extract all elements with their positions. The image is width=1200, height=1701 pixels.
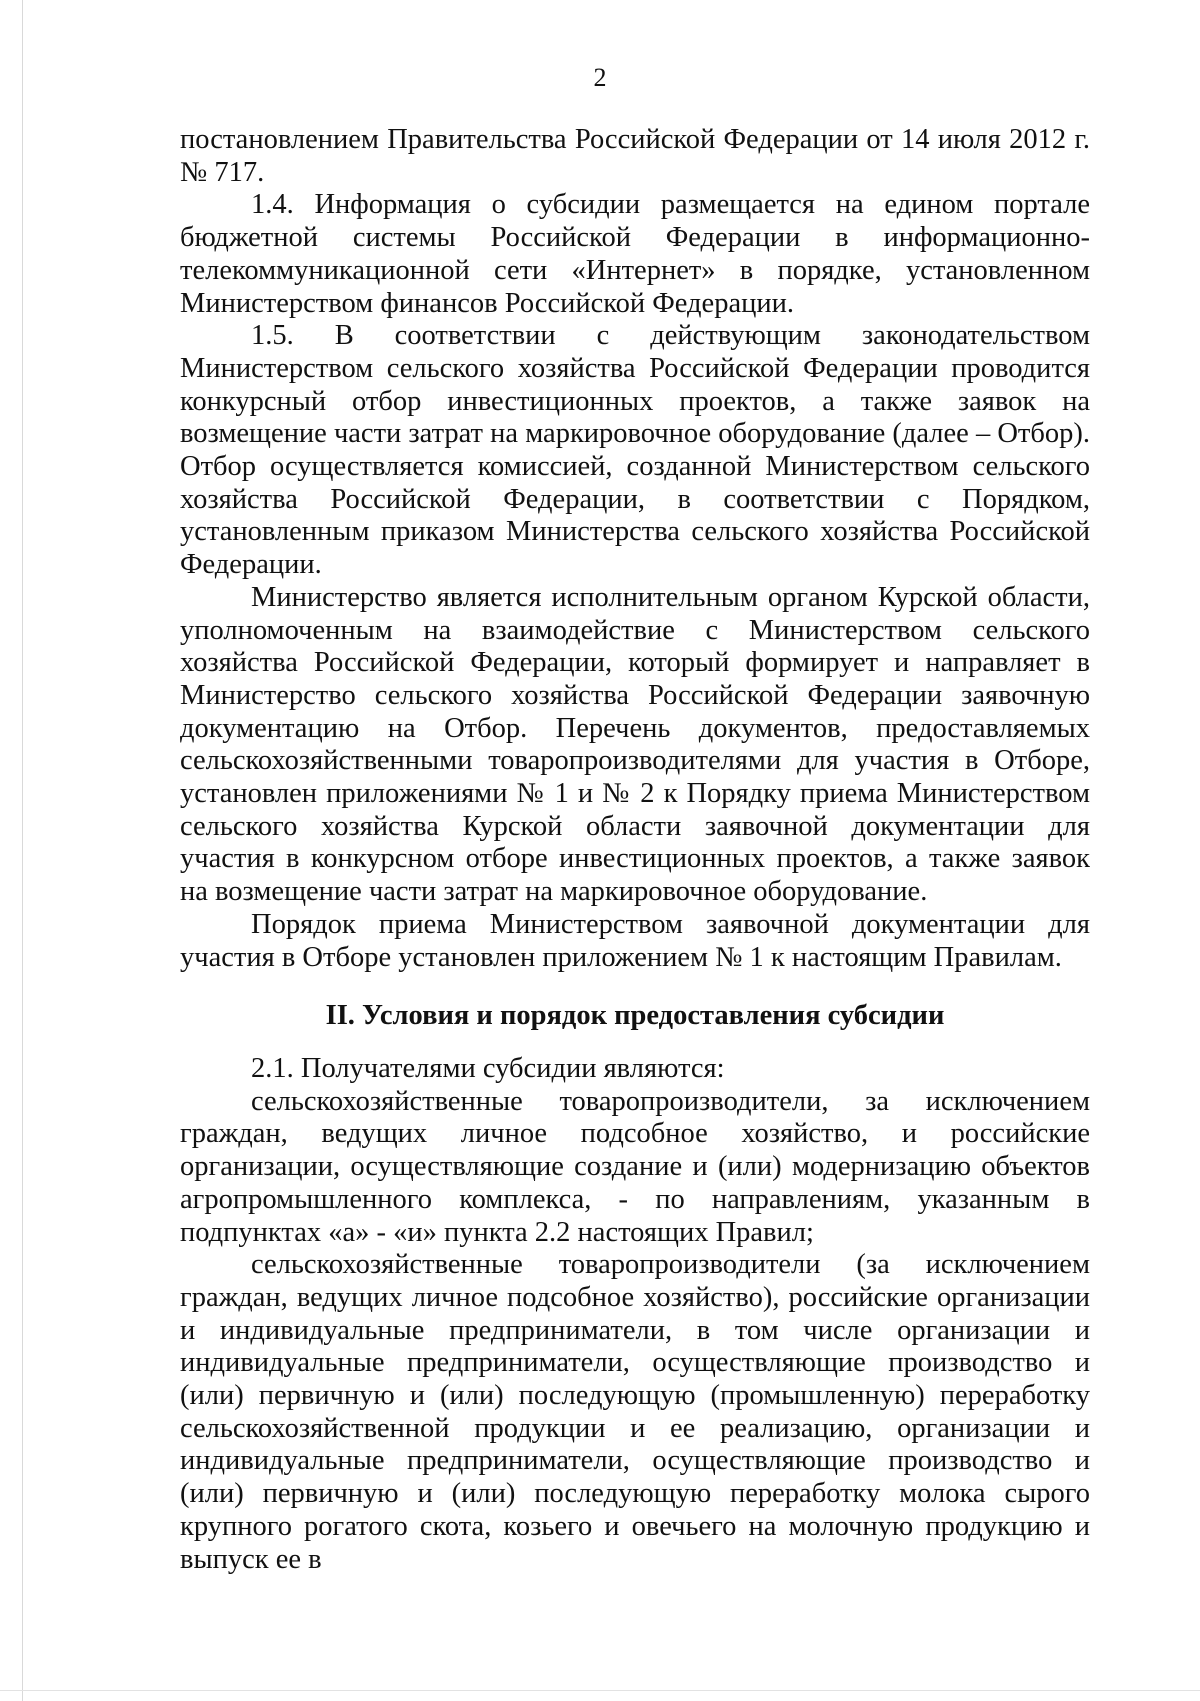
paragraph-recipients-2: сельскохозяйственные товаропроизводители (за исключением граждан, ведущих личное подсобное хозяйство), российские организации и индивидуальные предприниматели, в том числе организации и индивидуальные предприниматели, осуществляющие производство и (или) первичную и (или) последующую (промышленную) переработку сельскохозяйственной продукции и ее реализацию, организации и индивидуальные предприниматели, осуществляющие производство и (или) первичную и (или) последующую переработку молока сырого крупного рогатого скота, козьего и овечьего на молочную продукцию и выпуск ее в xyxy=(180,1249,1090,1575)
paragraph-1-5: 1.5. В соответствии с действующим законодательством Министерством сельского хозяйства Российской Федерации проводится конкурсный отбор инвестиционных проектов, а также заявок на возмещение части затрат на маркировочное оборудование (далее – Отбор). Отбор осуществляется комиссией, созданной Министерством сельского хозяйства Российской Федерации, в соответствии с Порядком, установленным приказом Министерства сельского хозяйства Российской Федерации. xyxy=(180,320,1090,581)
paragraph-continuation: постановлением Правительства Российской Федерации от 14 июля 2012 г. № 717. xyxy=(180,124,1090,188)
page-number: 2 xyxy=(593,63,607,92)
paragraph-recipients-1: сельскохозяйственные товаропроизводители, за исключением граждан, ведущих личное подсобное хозяйство, и российские организации, осуществляющие создание и (или) модернизацию объектов агропромышленного комплекса, - по направлениям, указанным в подпунктах «а» - «и» пункта 2.2 настоящих Правил; xyxy=(180,1085,1090,1248)
paragraph-1-4: 1.4. Информация о субсидии размещается на едином портале бюджетной системы Российской Федерации в информационно-телекоммуникационной сети «Интернет» в порядке, установленном Министерством финансов Российской Федерации. xyxy=(180,189,1090,319)
paragraph-acceptance-procedure: Порядок приема Министерством заявочной документации для участия в Отборе установлен приложением № 1 к настоящим Правилам. xyxy=(180,908,1090,973)
paragraph-ministry-role: Министерство является исполнительным органом Курской области, уполномоченным на взаимодействие с Министерством сельского хозяйства Российской Федерации, который формирует и направляет в Министерство сельского хозяйства Российской Федерации заявочную документацию на Отбор. Перечень документов, предоставляемых сельскохозяйственными товаропроизводителями для участия в Отборе, установлен приложениями № 1 и № 2 к Порядку приема Министерством сельского хозяйства Курской области заявочной документации для участия в конкурсном отборе инвестиционных проектов, а также заявок на возмещение части затрат на маркировочное оборудование. xyxy=(180,581,1090,908)
scan-edge-left xyxy=(22,0,23,1701)
document-body xyxy=(180,124,1090,1576)
section-heading: II. Условия и порядок предоставления субсидии xyxy=(325,1000,945,1032)
paragraph-2-1: 2.1. Получателями субсидии являются: xyxy=(251,1052,725,1084)
scan-edge-bottom xyxy=(0,1690,1200,1691)
